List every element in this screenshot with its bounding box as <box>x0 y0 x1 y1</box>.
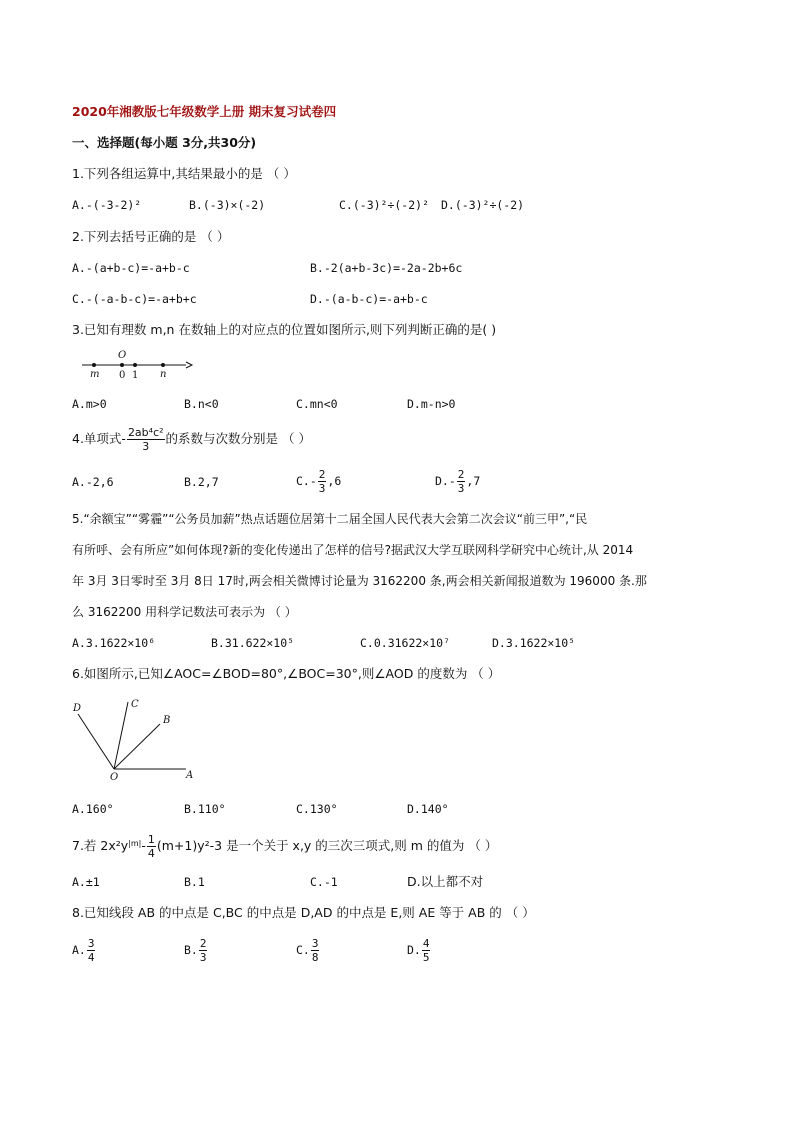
question-8-stem: 8.已知线段 AB 的中点是 C,BC 的中点是 D,AD 的中点是 E,则 AE 等于 AB 的 （ ） <box>72 905 535 920</box>
q7-numerator: 1 <box>147 833 155 846</box>
q4-option-d <box>435 464 480 498</box>
q2-option-d: D.-(a-b-c)=-a+b-c <box>310 292 428 306</box>
label-O-angle: O <box>110 772 119 782</box>
q8-c-numerator: 3 <box>311 937 319 950</box>
q4-d-suffix: ,7 <box>466 474 481 488</box>
q6-option-d: D.140° <box>407 802 449 816</box>
q7-exponent: |m| <box>128 839 142 848</box>
q8-option-b <box>184 933 208 967</box>
q7-option-b: B.1 <box>184 875 205 889</box>
q4-d-numerator: 2 <box>457 468 465 481</box>
label-O: O <box>118 350 127 361</box>
q8-a-prefix: A. <box>72 943 86 957</box>
question-7-stem <box>72 829 497 863</box>
question-1-stem: 1.下列各组运算中,其结果最小的是 （ ） <box>72 166 296 181</box>
q7-option-c: C.-1 <box>310 875 338 889</box>
q8-c-prefix: C. <box>296 943 310 957</box>
q4-fraction <box>127 426 165 453</box>
q8-d-numerator: 4 <box>422 937 430 950</box>
q7-option-a: A.±1 <box>72 875 100 889</box>
q2-option-c: C.-(-a-b-c)=-a+b+c <box>72 292 197 306</box>
question-4-stem <box>72 422 311 456</box>
exam-title: 2020年湘教版七年级数学上册 期末复习试卷四 <box>72 104 337 119</box>
q8-d-fraction <box>422 937 431 964</box>
q4-numerator: 2ab⁴c² <box>127 426 164 439</box>
q8-d-denominator: 5 <box>422 951 430 964</box>
q8-c-fraction <box>311 937 320 964</box>
q4-c-fraction <box>318 468 327 495</box>
q4-d-denominator: 3 <box>457 482 465 495</box>
q8-d-prefix: D. <box>407 943 421 957</box>
q8-b-fraction <box>199 937 208 964</box>
label-A: A <box>186 770 194 781</box>
q4-c-denominator: 3 <box>318 482 326 495</box>
q7-minus: - <box>141 838 146 853</box>
question-3-stem: 3.已知有理数 m,n 在数轴上的对应点的位置如图所示,则下列判断正确的是( ) <box>72 322 497 337</box>
label-D: D <box>73 703 82 714</box>
q8-a-fraction <box>87 937 96 964</box>
q8-a-numerator: 3 <box>87 937 95 950</box>
q4-c-numerator: 2 <box>318 468 326 481</box>
q5-option-c: C.0.31622×10⁷ <box>360 636 451 650</box>
question-5-line-2: 有所呼、会有所应”如何体现?新的变化传递出了怎样的信号?据武汉大学互联网科学研究中心统计,从 2014 <box>72 543 634 557</box>
q1-option-b: B.(-3)×(-2) <box>189 198 266 212</box>
q8-option-c <box>296 933 320 967</box>
label-zero: 0 <box>119 370 126 381</box>
q2-option-b: B.-2(a+b-3c)=-2a-2b+6c <box>310 261 463 275</box>
q1-option-d: D.(-3)²÷(-2) <box>441 198 525 212</box>
question-2-stem: 2.下列去括号正确的是 （ ） <box>72 229 230 244</box>
angle-figure <box>68 696 198 782</box>
q3-option-a: A.m>0 <box>72 397 107 411</box>
label-C: C <box>131 699 139 710</box>
q4-c-suffix: ,6 <box>327 474 342 488</box>
q4-option-c <box>296 464 341 498</box>
q8-a-denominator: 4 <box>87 951 95 964</box>
q4-prefix: 4.单项式- <box>72 431 126 446</box>
q4-option-b: B.2,7 <box>184 475 219 489</box>
q4-option-a: A.-2,6 <box>72 475 114 489</box>
q7-option-d: D.以上都不对 <box>407 874 484 889</box>
q8-option-a <box>72 933 96 967</box>
q6-option-a: A.160° <box>72 802 114 816</box>
question-5-line-1: 5.“余额宝”“雾霾”“公务员加薪”热点话题位居第十二届全国人民代表大会第二次会议“前三甲”,“民 <box>72 512 588 526</box>
q2-option-a: A.-(a+b-c)=-a+b-c <box>72 261 190 275</box>
q8-c-denominator: 8 <box>311 951 319 964</box>
q8-option-d <box>407 933 431 967</box>
q3-option-d: D.m-n>0 <box>407 397 456 411</box>
q7-fraction <box>147 833 156 860</box>
q7-suffix: (m+1)y²-3 是一个关于 x,y 的三次三项式,则 m 的值为 （ ） <box>156 838 498 853</box>
q4-suffix: 的系数与次数分别是 （ ） <box>165 431 311 446</box>
q7-prefix: 7.若 2x²y <box>72 838 129 853</box>
q4-d-fraction <box>457 468 466 495</box>
q6-option-b: B.110° <box>184 802 226 816</box>
q6-option-c: C.130° <box>296 802 338 816</box>
label-m: m <box>90 369 100 380</box>
q8-b-prefix: B. <box>184 943 198 957</box>
number-line-figure <box>78 345 198 381</box>
q3-option-b: B.n<0 <box>184 397 219 411</box>
q4-d-prefix: D.- <box>435 474 456 488</box>
q1-option-c: C.(-3)²÷(-2)² <box>339 198 430 212</box>
q8-b-numerator: 2 <box>199 937 207 950</box>
q5-option-a: A.3.1622×10⁶ <box>72 636 156 650</box>
question-5-line-4: 么 3162200 用科学记数法可表示为 （ ） <box>72 605 297 619</box>
label-one: 1 <box>132 370 139 381</box>
q7-denominator: 4 <box>147 847 155 860</box>
q3-option-c: C.mn<0 <box>296 397 338 411</box>
q5-option-b: B.31.622×10⁵ <box>211 636 295 650</box>
question-6-stem: 6.如图所示,已知∠AOC=∠BOD=80°,∠BOC=30°,则∠AOD 的度数为 （ ） <box>72 666 501 681</box>
q1-option-a: A.-(-3-2)² <box>72 198 142 212</box>
section-heading: 一、选择题(每小题 3分,共30分) <box>72 135 257 150</box>
label-B: B <box>163 715 171 726</box>
q4-c-prefix: C.- <box>296 474 317 488</box>
q4-denominator: 3 <box>142 440 150 453</box>
question-5-line-3: 年 3月 3日零时至 3月 8日 17时,两会相关微博讨论量为 3162200 条,两会相关新闻报道数为 196000 条.那 <box>72 574 647 588</box>
q5-option-d: D.3.1622×10⁵ <box>492 636 576 650</box>
label-n: n <box>160 369 167 380</box>
q8-b-denominator: 3 <box>199 951 207 964</box>
